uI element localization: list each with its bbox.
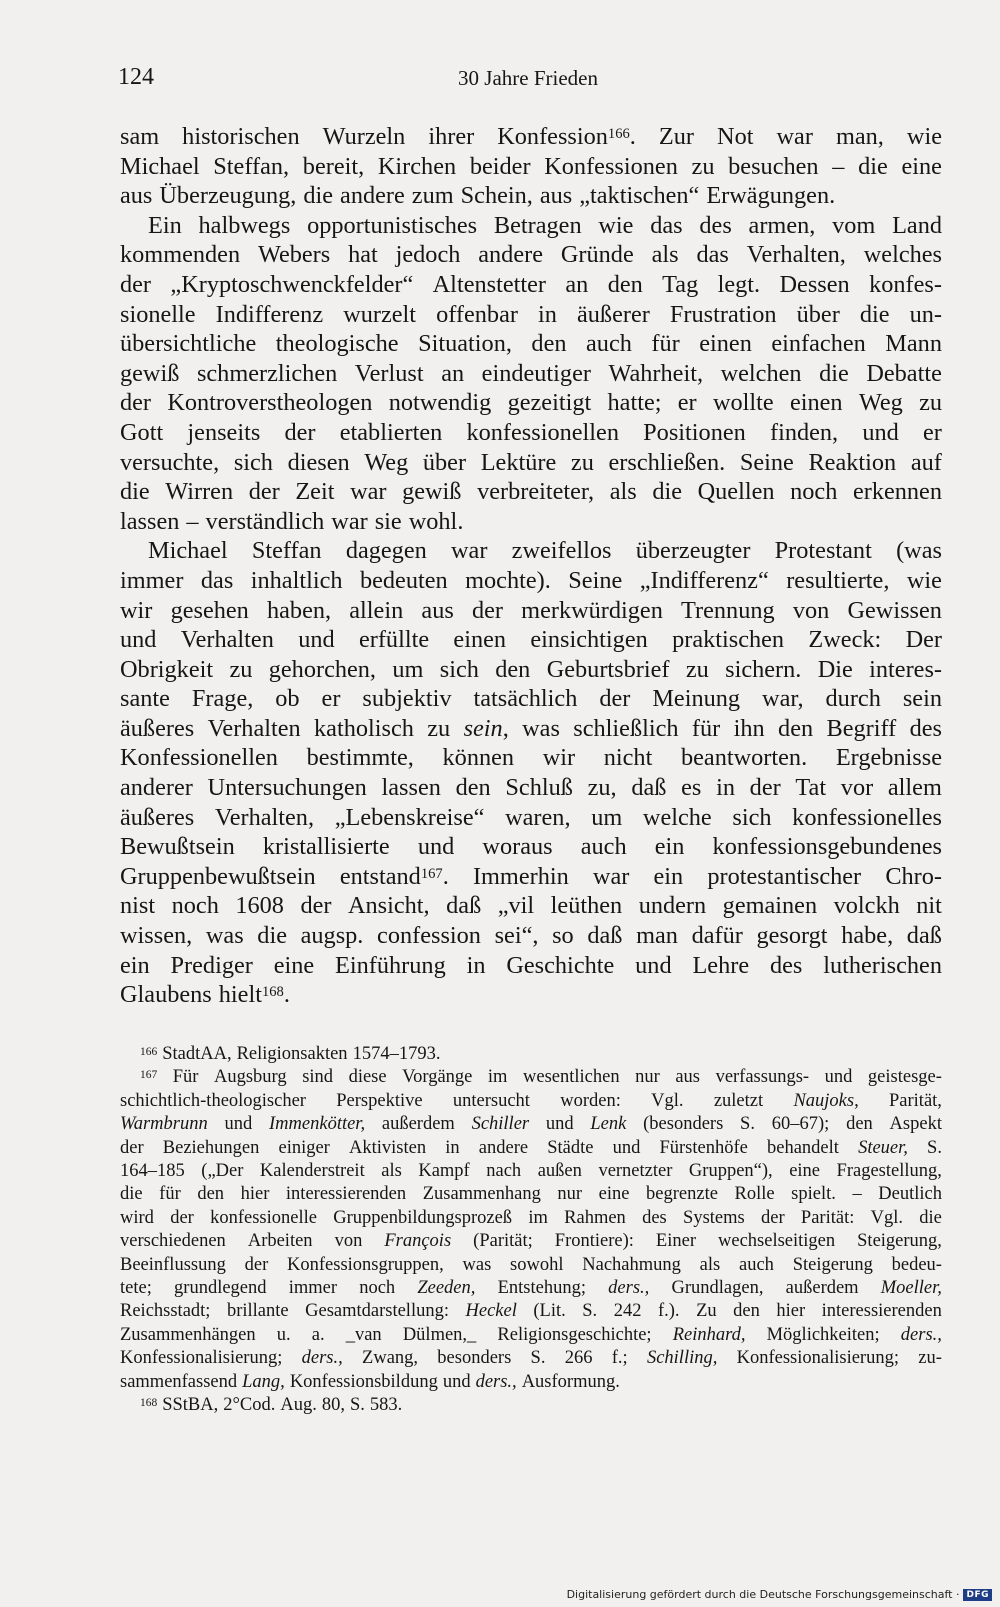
body-line: Gott jenseits der etablierten konfessionellen Positionen finden, und er [120,418,942,446]
footnote-line: $^{166}$ StadtAA, Religionsakten 1574–1793. [140,1044,441,1064]
footnotes [120,1043,942,1418]
body-line: und Verhalten und erfüllte einen einsichtigen praktischen Zweck: Der [120,626,942,654]
footnote-line: die für den hier interessierenden Zusammenhang nur eine begrenzte Rolle spielt. – Deutlich [120,1184,942,1205]
body-line: sionelle Indifferenz wurzelt offenbar in äußerer Frustration über die un- [120,300,942,328]
body-text [120,122,942,1010]
body-line: wissen, was die augsp. confession sei“, so daß man dafür gesorgt habe, daß [120,922,942,950]
body-line: gewiß schmerzlichen Verlust an eindeutiger Wahrheit, welchen die Debatte [120,359,942,387]
body-line: Michael Steffan, bereit, Kirchen beider Konfessionen zu besuchen – die eine [120,152,942,180]
body-line: sam historischen Wurzeln ihrer Konfession$^{166}$. Zur Not war man, wie [120,123,942,150]
footnote-line: $^{167}$ Für Augsburg sind diese Vorgänge im wesentlichen nur aus verfassungs- und geistesge- [140,1067,942,1088]
footnote-line: der Beziehungen einiger Aktivisten in andere Städte und Fürstenhöfe behandelt Steuer, S. [120,1137,942,1158]
page-number: 124 [118,64,154,90]
body-line: sante Frage, ob er subjektiv tatsächlich der Meinung war, durch sein [120,685,942,713]
footnote-line: wird der konfessionelle Gruppenbildungsprozeß im Rahmen des Systems der Parität: Vgl. die [120,1207,942,1228]
body-line: versuchte, sich diesen Weg über Lektüre zu erschließen. Seine Reaktion auf [120,448,942,476]
body-line: kommenden Webers hat jedoch andere Gründe als das Verhalten, welches [120,241,942,269]
footer [567,1588,992,1601]
body-line: der „Kryptoschwenckfelder“ Altenstetter an den Tag legt. Dessen konfes- [120,270,942,298]
body-line: Glaubens hielt$^{168}$. [120,981,290,1009]
footnote-line: Reichsstadt; brillante Gesamtdarstellung: Heckel (Lit. S. 242 f.). Zu den hier interessierenden [120,1301,942,1322]
body-line: übersichtliche theologische Situation, den auch für einen einfachen Mann [120,330,942,358]
footnote-line: $^{168}$ SStBA, 2°Cod. Aug. 80, S. 583. [140,1395,403,1416]
body-line: Bewußtsein kristallisierte und woraus auch ein konfessionsgebundenes [120,833,942,861]
body-line: Obrigkeit zu gehorchen, um sich den Geburtsbrief zu sichern. Die interes- [120,655,942,683]
body-line: der Kontroverstheologen notwendig gezeitigt hatte; er wollte einen Weg zu [120,389,942,417]
body-line: äußeres Verhalten katholisch zu sein, was schließlich für ihn den Begriff des [120,714,942,742]
page-header [118,60,938,94]
body-line: äußeres Verhalten, „Lebenskreise“ waren, um welche sich konfessionelles [120,803,942,831]
dfg-logo: DFG [963,1589,992,1601]
digitization-credit: Digitalisierung gefördert durch die Deutsche Forschungsgemeinschaft · [566,1588,960,1601]
body-line: ein Prediger eine Einführung in Geschichte und Lehre des lutherischen [120,951,942,979]
footnote-line: Konfessionalisierung; ders., Zwang, besonders S. 266 f.; Schilling, Konfessionalisierung; zu- [120,1348,942,1369]
body-line: immer das inhaltlich bedeuten mochte). Seine „Indifferenz“ resultierte, wie [120,566,942,594]
body-line: Gruppenbewußtsein entstand$^{167}$. Immerhin war ein protestantischer Chro- [120,862,942,890]
body-line: anderer Untersuchungen lassen den Schluß zu, daß es in der Tat vor allem [120,774,942,802]
body-line: Ein halbwegs opportunistisches Betragen wie das des armen, vom Land [148,211,942,239]
body-line: wir gesehen haben, allein aus der merkwürdigen Trennung von Gewissen [120,596,942,624]
body-line: Konfessionellen bestimmte, können wir nicht beantworten. Ergebnisse [120,744,942,772]
footnote-line: Zusammenhängen u. a. _van Dülmen,_ Religionsgeschichte; Reinhard, Möglichkeiten; ders., [120,1324,942,1345]
running-title: 30 Jahre Frieden [458,66,598,90]
body-line: die Wirren der Zeit war gewiß verbreiteter, als die Quellen noch erkennen [120,478,942,506]
footnote-line: tete; grundlegend immer noch Zeeden, Entstehung; ders., Grundlagen, außerdem Moeller, [120,1278,942,1299]
body-line: aus Überzeugung, die andere zum Schein, aus „taktischen“ Erwägungen. [120,182,836,210]
footnote-line: sammenfassend Lang, Konfessionsbildung und ders., Ausformung. [120,1371,620,1392]
footnote-line: Warmbrunn und Immenkötter, außerdem Schiller und Lenk (besonders S. 60–67); den Aspekt [120,1114,942,1135]
body-line: nist noch 1608 der Ansicht, daß „vil leüthen undern gemainen volckh nit [120,892,942,920]
body-line: Michael Steffan dagegen war zweifellos überzeugter Protestant (was [148,537,942,565]
footnote-line: 164–185 („Der Kalenderstreit als Kampf nach außen vernetzter Gruppen“), eine Fragestellung, [120,1161,942,1182]
footnote-line: verschiedenen Arbeiten von François (Parität; Frontiere): Einer wechselseitigen Steigerung, [120,1231,942,1252]
footnote-line: schichtlich-theologischer Perspektive untersucht worden: Vgl. zuletzt Naujoks, Parität, [120,1090,942,1111]
body-line: lassen – verständlich war sie wohl. [120,507,464,535]
footnote-line: Beeinflussung der Konfessionsgruppen, was sowohl Nachahmung als auch Steigerung bedeu- [120,1254,942,1275]
